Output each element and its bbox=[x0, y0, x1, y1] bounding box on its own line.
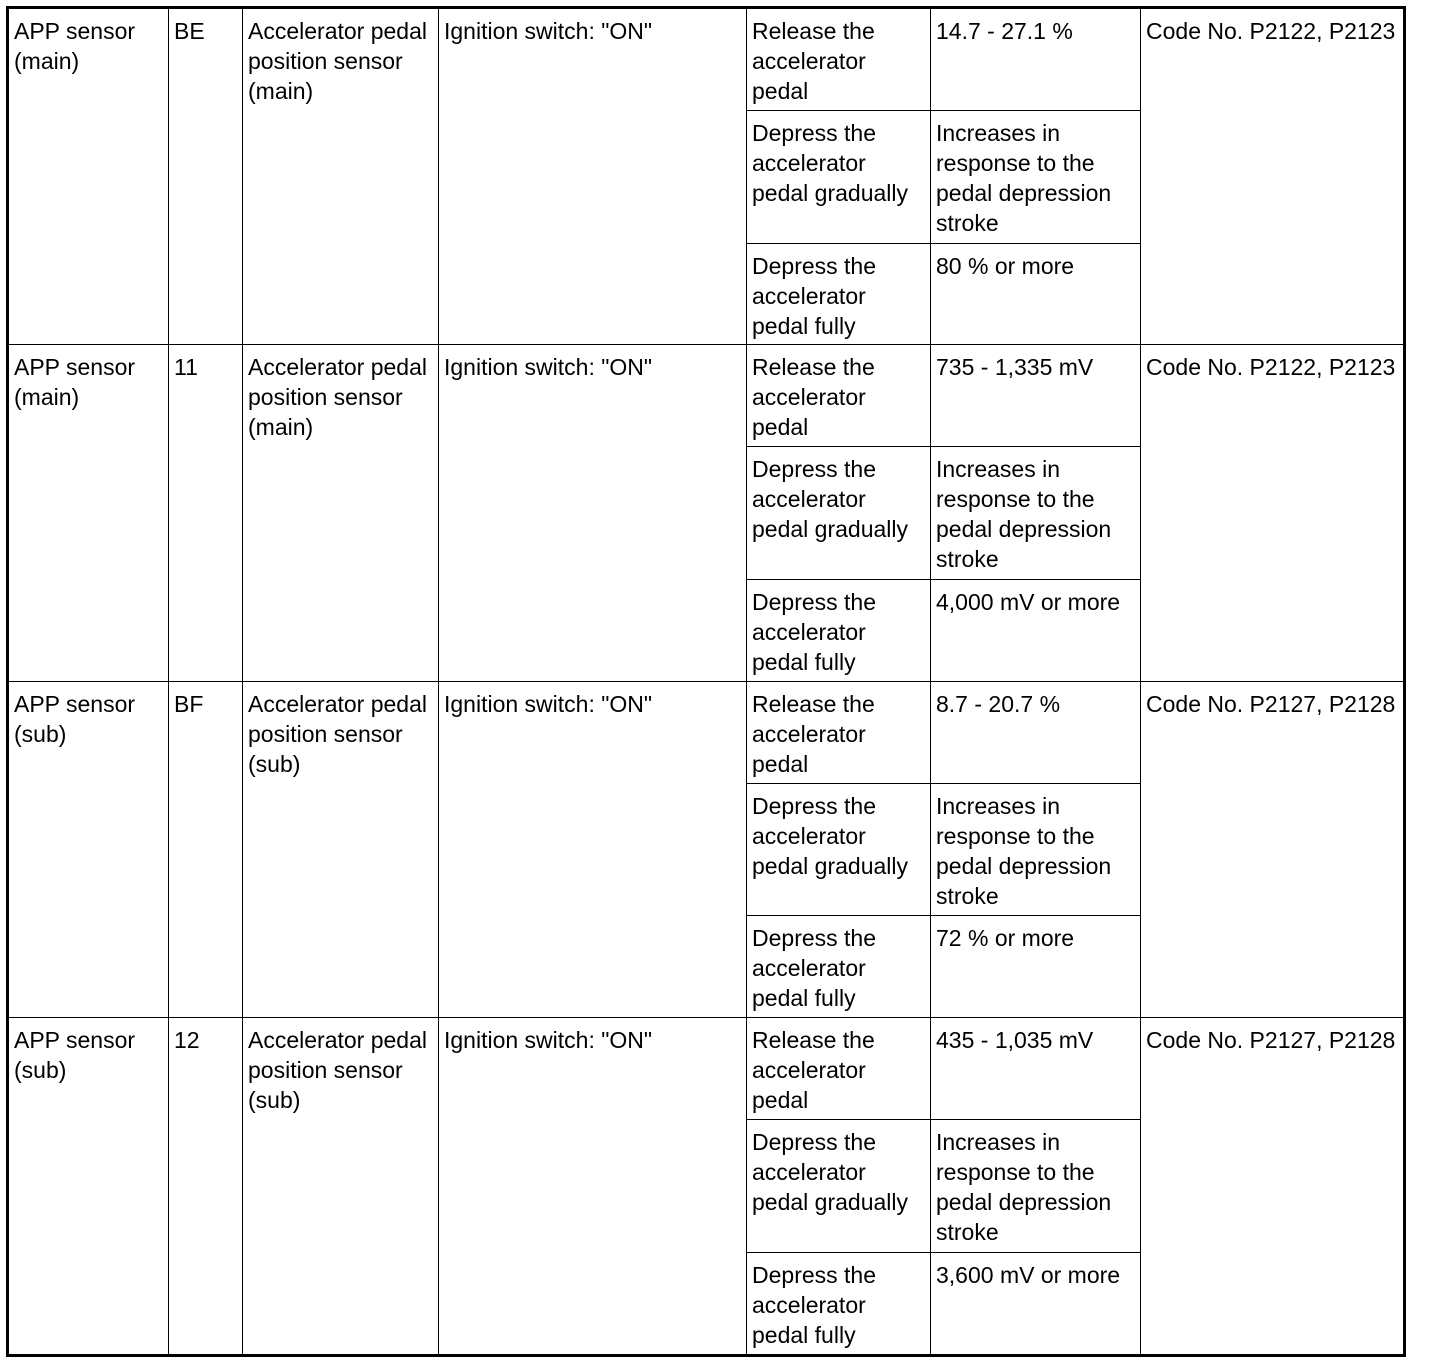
value-cell: 8.7 - 20.7 % bbox=[931, 681, 1141, 783]
value-cell: 435 - 1,035 mV bbox=[931, 1018, 1141, 1120]
monitor-item-cell: APP sensor (main) bbox=[8, 345, 169, 681]
table-row bbox=[8, 1018, 1405, 1120]
monitor-item-cell: APP sensor (sub) bbox=[8, 1018, 169, 1356]
operation-cell: Release the accelerator pedal bbox=[747, 8, 931, 111]
condition-cell: Ignition switch: "ON" bbox=[439, 1018, 747, 1356]
table-row bbox=[8, 8, 1405, 111]
reference-cell: Code No. P2122, P2123 bbox=[1141, 345, 1405, 681]
reference-cell: Code No. P2127, P2128 bbox=[1141, 681, 1405, 1017]
description-cell: Accelerator pedal position sensor (sub) bbox=[243, 1018, 439, 1356]
value-cell: 14.7 - 27.1 % bbox=[931, 8, 1141, 111]
operation-cell: Depress the accelerator pedal gradually bbox=[747, 110, 931, 243]
value-cell: Increases in response to the pedal depression stroke bbox=[931, 783, 1141, 916]
value-cell: Increases in response to the pedal depression stroke bbox=[931, 1120, 1141, 1253]
operation-cell: Depress the accelerator pedal gradually bbox=[747, 783, 931, 916]
description-cell: Accelerator pedal position sensor (main) bbox=[243, 8, 439, 345]
operation-cell: Release the accelerator pedal bbox=[747, 681, 931, 783]
operation-cell: Release the accelerator pedal bbox=[747, 1018, 931, 1120]
value-cell: 80 % or more bbox=[931, 243, 1141, 345]
terminal-cell: 11 bbox=[169, 345, 243, 681]
operation-cell: Depress the accelerator pedal fully bbox=[747, 1252, 931, 1355]
value-cell: Increases in response to the pedal depression stroke bbox=[931, 447, 1141, 580]
description-cell: Accelerator pedal position sensor (sub) bbox=[243, 681, 439, 1017]
reference-cell: Code No. P2122, P2123 bbox=[1141, 8, 1405, 345]
monitor-item-cell: APP sensor (sub) bbox=[8, 681, 169, 1017]
table-row bbox=[8, 345, 1405, 447]
operation-cell: Depress the accelerator pedal fully bbox=[747, 243, 931, 345]
value-cell: 72 % or more bbox=[931, 916, 1141, 1018]
operation-cell: Depress the accelerator pedal gradually bbox=[747, 1120, 931, 1253]
value-cell: Increases in response to the pedal depression stroke bbox=[931, 110, 1141, 243]
operation-cell: Release the accelerator pedal bbox=[747, 345, 931, 447]
condition-cell: Ignition switch: "ON" bbox=[439, 681, 747, 1017]
table-row bbox=[8, 681, 1405, 783]
value-cell: 4,000 mV or more bbox=[931, 579, 1141, 681]
value-cell: 3,600 mV or more bbox=[931, 1252, 1141, 1355]
monitor-item-cell: APP sensor (main) bbox=[8, 8, 169, 345]
terminal-cell: BF bbox=[169, 681, 243, 1017]
terminal-cell: 12 bbox=[169, 1018, 243, 1356]
operation-cell: Depress the accelerator pedal fully bbox=[747, 916, 931, 1018]
terminal-cell: BE bbox=[169, 8, 243, 345]
condition-cell: Ignition switch: "ON" bbox=[439, 8, 747, 345]
reference-cell: Code No. P2127, P2128 bbox=[1141, 1018, 1405, 1356]
condition-cell: Ignition switch: "ON" bbox=[439, 345, 747, 681]
description-cell: Accelerator pedal position sensor (main) bbox=[243, 345, 439, 681]
app-sensor-spec-table bbox=[6, 6, 1406, 1357]
operation-cell: Depress the accelerator pedal gradually bbox=[747, 447, 931, 580]
operation-cell: Depress the accelerator pedal fully bbox=[747, 579, 931, 681]
value-cell: 735 - 1,335 mV bbox=[931, 345, 1141, 447]
